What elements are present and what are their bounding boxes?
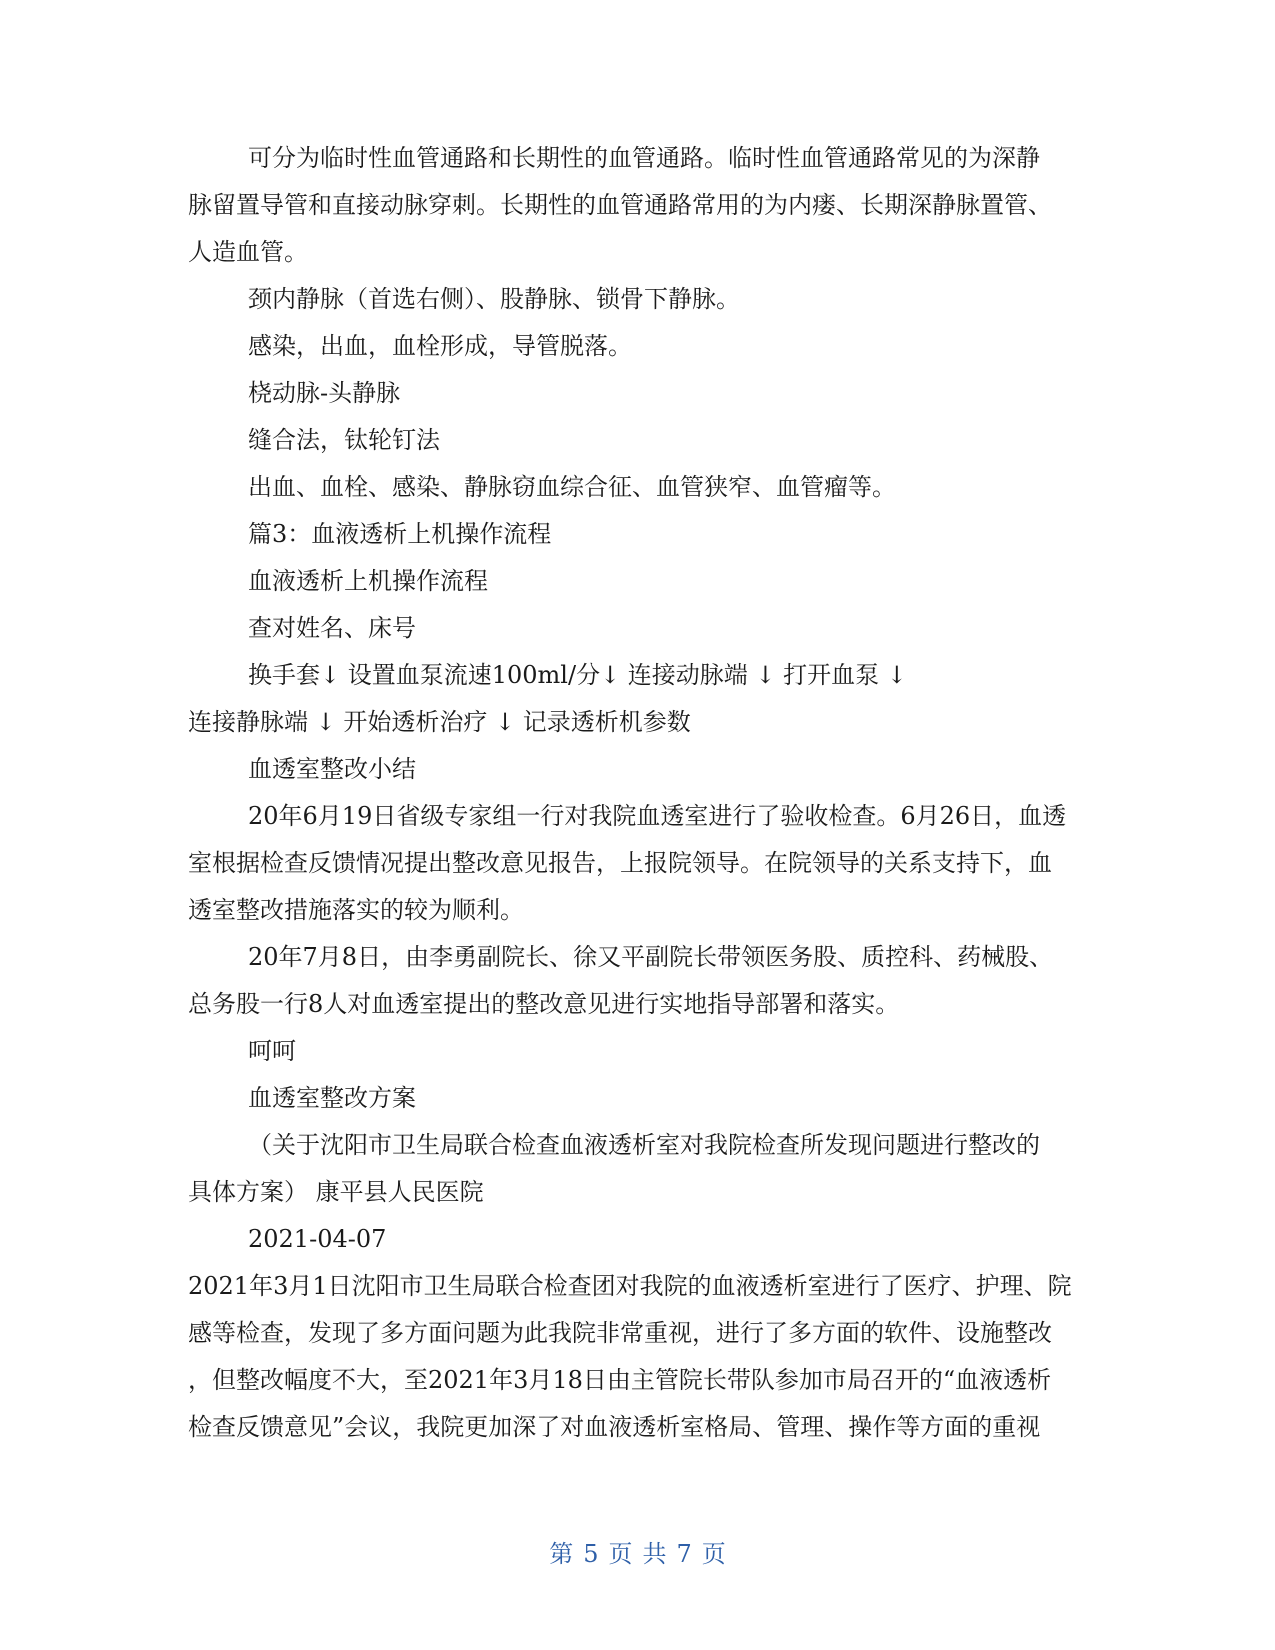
section-heading: 血透室整改小结 bbox=[248, 755, 416, 783]
paragraph-line: 可分为临时性血管通路和长期性的血管通路。临时性血管通路常见的为深静 bbox=[248, 144, 1040, 172]
paragraph-line: 2021年3月1日沈阳市卫生局联合检查团对我院的血液透析室进行了医疗、护理、院 bbox=[188, 1272, 1072, 1300]
paragraph-line: 呵呵 bbox=[248, 1037, 296, 1065]
paragraph-line: （关于沈阳市卫生局联合检查血液透析室对我院检查所发现问题进行整改的 bbox=[248, 1131, 1040, 1159]
paragraph-line: 具体方案） 康平县人民医院 bbox=[188, 1178, 484, 1206]
paragraph-line: 检查反馈意见”会议，我院更加深了对血液透析室格局、管理、操作等方面的重视 bbox=[188, 1413, 1041, 1441]
paragraph-line: 桡动脉-头静脉 bbox=[248, 379, 401, 407]
paragraph-line: 脉留置导管和直接动脉穿刺。长期性的血管通路常用的为内瘘、长期深静脉置管、 bbox=[188, 191, 1052, 219]
footer-suffix: 页 bbox=[701, 1540, 726, 1568]
paragraph-line: ，但整改幅度不大，至2021年3月18日由主管院长带队参加市局召开的“血液透析 bbox=[188, 1366, 1052, 1394]
section-heading: 血透室整改方案 bbox=[248, 1084, 416, 1112]
paragraph-line: 室根据检查反馈情况提出整改意见报告，上报院领导。在院领导的关系支持下，血 bbox=[188, 849, 1052, 877]
paragraph-line: 总务股一行8人对血透室提出的整改意见进行实地指导部署和落实。 bbox=[188, 990, 900, 1018]
footer-prefix: 第 bbox=[549, 1540, 574, 1568]
paragraph-line: 缝合法，钛轮钉法 bbox=[248, 426, 440, 454]
section-heading: 篇3：血液透析上机操作流程 bbox=[248, 520, 552, 548]
paragraph-line: 人造血管。 bbox=[188, 238, 308, 266]
paragraph-line: 出血、血栓、感染、静脉窃血综合征、血管狭窄、血管瘤等。 bbox=[248, 473, 896, 501]
flow-steps-line: 换手套↓ 设置血泵流速100ml/分↓ 连接动脉端 ↓ 打开血泵 ↓ bbox=[248, 661, 907, 689]
flow-steps-line: 连接静脉端 ↓ 开始透析治疗 ↓ 记录透析机参数 bbox=[188, 708, 691, 736]
footer-total-word: 共 bbox=[642, 1540, 667, 1568]
paragraph-line: 20年7月8日，由李勇副院长、徐又平副院长带领医务股、质控科、药械股、 bbox=[248, 943, 1054, 971]
section-heading: 血液透析上机操作流程 bbox=[248, 567, 488, 595]
current-page-number: 5 bbox=[583, 1540, 599, 1568]
paragraph-line: 透室整改措施落实的较为顺利。 bbox=[188, 896, 524, 924]
paragraph-line: 20年6月19日省级专家组一行对我院血透室进行了验收检查。6月26日，血透 bbox=[248, 802, 1067, 830]
paragraph-line: 感等检查，发现了多方面问题为此我院非常重视，进行了多方面的软件、设施整改 bbox=[188, 1319, 1052, 1347]
total-pages-number: 7 bbox=[676, 1540, 692, 1568]
paragraph-line: 颈内静脉（首选右侧）、股静脉、锁骨下静脉。 bbox=[248, 285, 740, 313]
paragraph-line: 查对姓名、床号 bbox=[248, 614, 416, 642]
paragraph-line: 感染，出血，血栓形成，导管脱落。 bbox=[248, 332, 632, 360]
footer-page-word: 页 bbox=[608, 1540, 633, 1568]
date-line: 2021-04-07 bbox=[248, 1225, 387, 1253]
page-footer bbox=[0, 1534, 1275, 1574]
